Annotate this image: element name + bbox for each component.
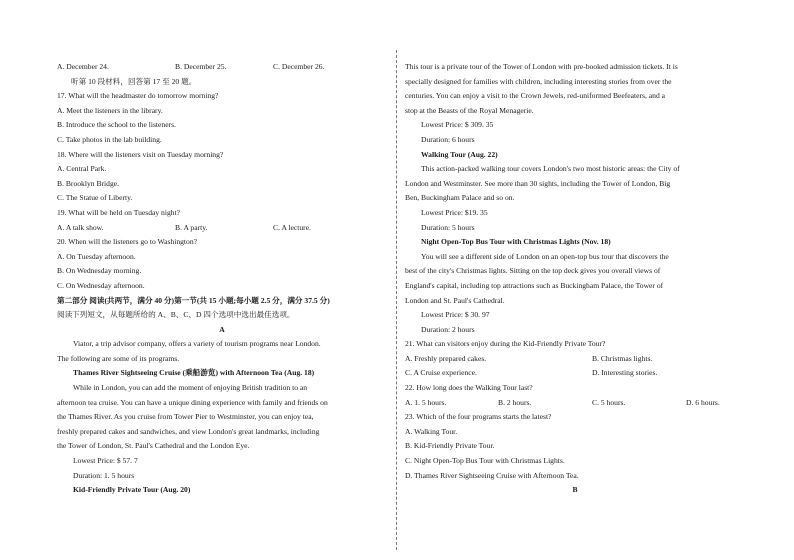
q21-option-d: D. Interesting stories.: [592, 368, 658, 378]
passage-a-label: A: [219, 324, 225, 334]
q21-options-row-1: [405, 352, 745, 367]
q18-option-b: B. Brooklyn Bridge.: [57, 178, 120, 188]
intro-line-2: The following are some of its programs.: [57, 353, 180, 363]
q20-stem: 20. When will the listeners go to Washington?: [57, 237, 197, 247]
q18-option-c: C. The Statue of Liberty.: [57, 193, 133, 203]
kid-line-2: specially designed for families with children, including interesting stories from over the: [405, 76, 672, 86]
q22-option-c: C. 5 hours.: [592, 397, 626, 407]
q17-stem: 17. What will the headmaster do tomorrow morning?: [57, 91, 219, 101]
night-line-2: best of the city's Christmas lights. Sitting on the top deck gives you overall views of: [405, 266, 661, 276]
left-column: [57, 60, 387, 498]
part2-heading: 第二部分 阅读(共两节，满分 40 分)第一节(共 15 小题;每小题 2.5 分，满分 37.5 分): [57, 295, 330, 305]
q22-stem: 22. How long does the Walking Tour last?: [405, 383, 533, 393]
thames-line-3: the Thames River. As you cruise from Tower Pier to Westminster, you can enjoy tea,: [57, 412, 314, 422]
thames-line-1: While in London, you can add the moment of enjoying British tradition to an: [73, 383, 308, 393]
night-line-4: London and St. Paul's Cathedral.: [405, 295, 505, 305]
q17-option-a: A. Meet the listeners in the library.: [57, 105, 163, 115]
q16-option-a: A. December 24.: [57, 62, 109, 71]
kid-duration: Duration: 6 hours: [421, 134, 475, 144]
q21-option-b: B. Christmas lights.: [592, 353, 653, 363]
right-column: [405, 60, 745, 498]
intro-line-1: Viator, a trip advisor company, offers a variety of tourism programs near London.: [73, 339, 321, 349]
q23-stem: 23. Which of the four programs starts the latest?: [405, 412, 552, 422]
q16-option-b: B. December 25.: [175, 62, 227, 71]
q19-options: [57, 221, 387, 236]
night-duration: Duration: 2 hours: [421, 324, 475, 334]
thames-line-4: freshly prepared cakes and sandwiches, and view London's great landmarks, including: [57, 426, 320, 436]
walk-duration: Duration: 5 hours: [421, 222, 475, 232]
q18-option-a: A. Central Park.: [57, 164, 107, 174]
q21-stem: 21. What can visitors enjoy during the Kid-Friendly Private Tour?: [405, 339, 606, 349]
thames-line-5: the Tower of London, St. Paul's Cathedral and the London Eye.: [57, 441, 250, 451]
q19-option-a: A. A talk show.: [57, 222, 104, 232]
q20-option-c: C. On Wednesday afternoon.: [57, 280, 145, 290]
walking-tour-title: Walking Tour (Aug. 22): [421, 149, 498, 159]
kid-line-4: stop at the Beasts of the Royal Menagerie.: [405, 105, 534, 115]
q21-options-row-2: [405, 366, 745, 381]
reading-instructions: 阅读下列短文，从每题所给的 A、B、C、D 四个选项中选出最佳选项。: [57, 310, 295, 320]
q20-option-b: B. On Wednesday morning.: [57, 266, 142, 276]
q22-option-b: B. 2 hours.: [498, 397, 532, 407]
night-line-1: You will see a different side of London on an open-top bus tour that discovers the: [421, 251, 669, 261]
kid-price: Lowest Price: $ 309. 35: [421, 120, 494, 130]
night-line-3: England's capital, including top attractions such as Buckingham Palace, the Tower of: [405, 280, 664, 290]
q21-option-c: C. A Cruise experience.: [405, 368, 477, 378]
q19-option-c: C. A lecture.: [273, 222, 311, 232]
q23-option-a: A. Walking Tour.: [405, 426, 458, 436]
q23-option-c: C. Night Open-Top Bus Tour with Christmas Lights.: [405, 456, 565, 466]
q20-option-a: A. On Tuesday afternoon.: [57, 251, 136, 261]
walk-line-1: This action-packed walking tour covers London's two most historic areas: the City of: [421, 164, 680, 174]
thames-title: Thames River Sightseeing Cruise (乘船游览) with Afternoon Tea (Aug. 18): [73, 368, 315, 378]
q16-options: [57, 60, 387, 75]
q23-option-b: B. Kid-Friendly Private Tour.: [405, 441, 495, 451]
q22-option-a: A. 1. 5 hours.: [405, 397, 447, 407]
q17-option-b: B. Introduce the school to the listeners.: [57, 120, 176, 130]
q19-option-b: B. A party.: [175, 222, 208, 232]
walk-price: Lowest Price: $19. 35: [421, 207, 488, 217]
q19-stem: 19. What will be held on Tuesday night?: [57, 207, 181, 217]
kid-line-3: centuries. You can enjoy a visit to the Crown Jewels, red-uniformed Beefeaters, and a: [405, 91, 666, 101]
q22-options: [405, 396, 745, 411]
kid-line-1: This tour is a private tour of the Tower of London with pre-booked admission tickets. It is: [405, 62, 678, 71]
q16-option-c: C. December 26.: [273, 62, 325, 71]
listening-instruction: 听第 10 段材料，回答第 17 至 20 题。: [71, 76, 197, 86]
column-divider: [396, 50, 397, 550]
q17-option-c: C. Take photos in the lab building.: [57, 134, 162, 144]
thames-price: Lowest Price: $ 57. 7: [73, 456, 138, 466]
q18-stem: 18. Where will the listeners visit on Tuesday morning?: [57, 149, 224, 159]
thames-duration: Duration: 1. 5 hours: [73, 470, 135, 480]
walk-line-3: Ben, Buckingham Palace and so on.: [405, 193, 515, 203]
q22-option-d: D. 6 hours.: [686, 397, 720, 407]
q21-option-a: A. Freshly prepared cakes.: [405, 353, 487, 363]
kid-tour-title: Kid-Friendly Private Tour (Aug. 20): [73, 485, 191, 495]
thames-line-2: afternoon tea cruise. You can have a unique dining experience with family and friends on: [57, 397, 328, 407]
night-price: Lowest Price: $ 30. 97: [421, 310, 490, 320]
q23-option-d: D. Thames River Sightseeing Cruise with Afternoon Tea.: [405, 470, 579, 480]
walk-line-2: London and Westminster. See more than 30 sights, including the Tower of London, Big: [405, 178, 671, 188]
passage-b-label: B: [572, 485, 578, 495]
night-tour-title: Night Open-Top Bus Tour with Christmas Lights (Nov. 18): [421, 237, 611, 247]
